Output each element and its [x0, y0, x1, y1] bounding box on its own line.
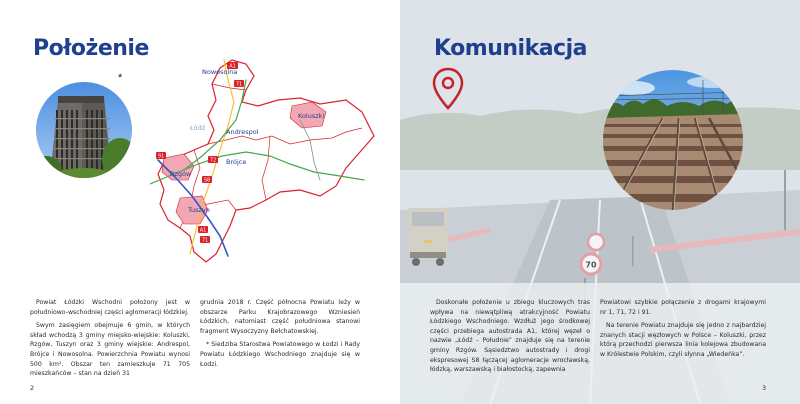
page-number-left: 2	[30, 384, 35, 392]
page-title-komunikacja: Komunikacja	[434, 36, 587, 61]
map-label-koluszki: Koluszki	[298, 112, 325, 120]
left-col1-paragraph-1: Powiat Łódzki Wschodni położony jest w południowo-wschodniej części aglomeracji łódzkiej.	[30, 299, 190, 316]
svg-text:71: 71	[201, 237, 209, 244]
svg-text:A1: A1	[199, 227, 207, 234]
svg-text:70: 70	[585, 260, 597, 270]
left-column-1	[30, 298, 190, 379]
building-photo	[36, 82, 132, 178]
svg-text:91: 91	[157, 153, 165, 160]
map-label-nowosolna: Nowosolna	[202, 68, 238, 76]
right-col2-paragraph-1: Powiatowi szybkie połączenie z drogami krajowymi nr 1, 71, 72 i 91.	[600, 299, 766, 316]
location-pin-icon	[430, 66, 466, 112]
road-sign-s8	[202, 176, 212, 184]
right-col1-paragraph-1: Doskonałe położenie u zbiegu kluczowych tras wpływa na niewątpliwą atrakcyjność Powiatu Łódzkiego Wschodniego. Wzdłuż jego środkowej części przebiega autostrada A1, której węzeł o nazwie „Łódź – Południe” znajduje się na terenie gminy Rzgów. Sąsiedztwo autostrady i drogi ekspresowej S8 łączącej aglomeracje wrocławską, łódzką, warszawską i białostocką, zapewnia	[430, 299, 590, 374]
page-title-polozenie: Położenie	[33, 36, 149, 61]
railway-photo-graphic	[603, 70, 743, 210]
right-col2-paragraph-2: Na terenie Powiatu znajduje się jedno z najbardziej znanych stacji węzłowych w Polsce – Koluszki, przez którą przechodzi pierwsza linia kolejowa zbudowana w Królestwie Polskim, czyli słynna „Wiedeńka”.	[600, 322, 766, 358]
map-label-rzgow: Rzgów	[170, 170, 192, 178]
map-label-andrespol: Andrespol	[226, 128, 259, 136]
railway-photo	[603, 70, 743, 210]
svg-text:S8: S8	[203, 177, 211, 184]
page-number-right: 3	[762, 384, 767, 392]
building-photo-graphic	[36, 82, 132, 178]
road-sign-a1-bottom	[198, 226, 208, 234]
district-boundary	[158, 60, 374, 262]
truck	[408, 208, 448, 266]
road-sign-71-bottom	[200, 236, 210, 244]
right-column-1	[430, 298, 590, 375]
left-col1-paragraph-2: Swym zasięgiem obejmuje 6 gmin, w których skład wchodzą 3 gminy miejsko-wiejskie: Koluszki, Rzgów, Tuszyn oraz 3 gminy wiejskie: Andrespol, Brójce i Nowosolna. Powierzchnia Powiatu wynosi 500 km². Obszar ten zamieszkuje 71 705 mieszkańców – stan na dzień 31	[30, 322, 190, 378]
road-sign-72	[208, 156, 218, 164]
svg-text:A1: A1	[229, 63, 236, 70]
map-label-brojce: Brójce	[226, 158, 247, 166]
district-map	[150, 40, 390, 280]
svg-text:72: 72	[209, 157, 217, 164]
map-label-tuszyn: Tuszyn	[188, 206, 210, 214]
right-column-2	[600, 298, 766, 360]
left-col2-paragraph-1: grudnia 2018 r. Część północna Powiatu leży w obszarze Parku Krajobrazowego Wzniesień Łódzkich, natomiast część południowa stanowi fragment Wysoczyzny Bełchatowskiej.	[200, 299, 360, 335]
road-sign-71	[234, 80, 244, 88]
map-label-lodz: Łódź	[190, 124, 206, 132]
left-col2-paragraph-2: * Siedziba Starostwa Powiatowego w Łodzi i Rady Powiatu Łódzkiego Wschodniego znajduje się w Łodzi.	[200, 341, 360, 368]
svg-text:71: 71	[235, 81, 243, 88]
road-sign-91	[156, 152, 166, 160]
left-column-2	[200, 298, 360, 369]
photo-footnote-marker: *	[118, 72, 123, 84]
